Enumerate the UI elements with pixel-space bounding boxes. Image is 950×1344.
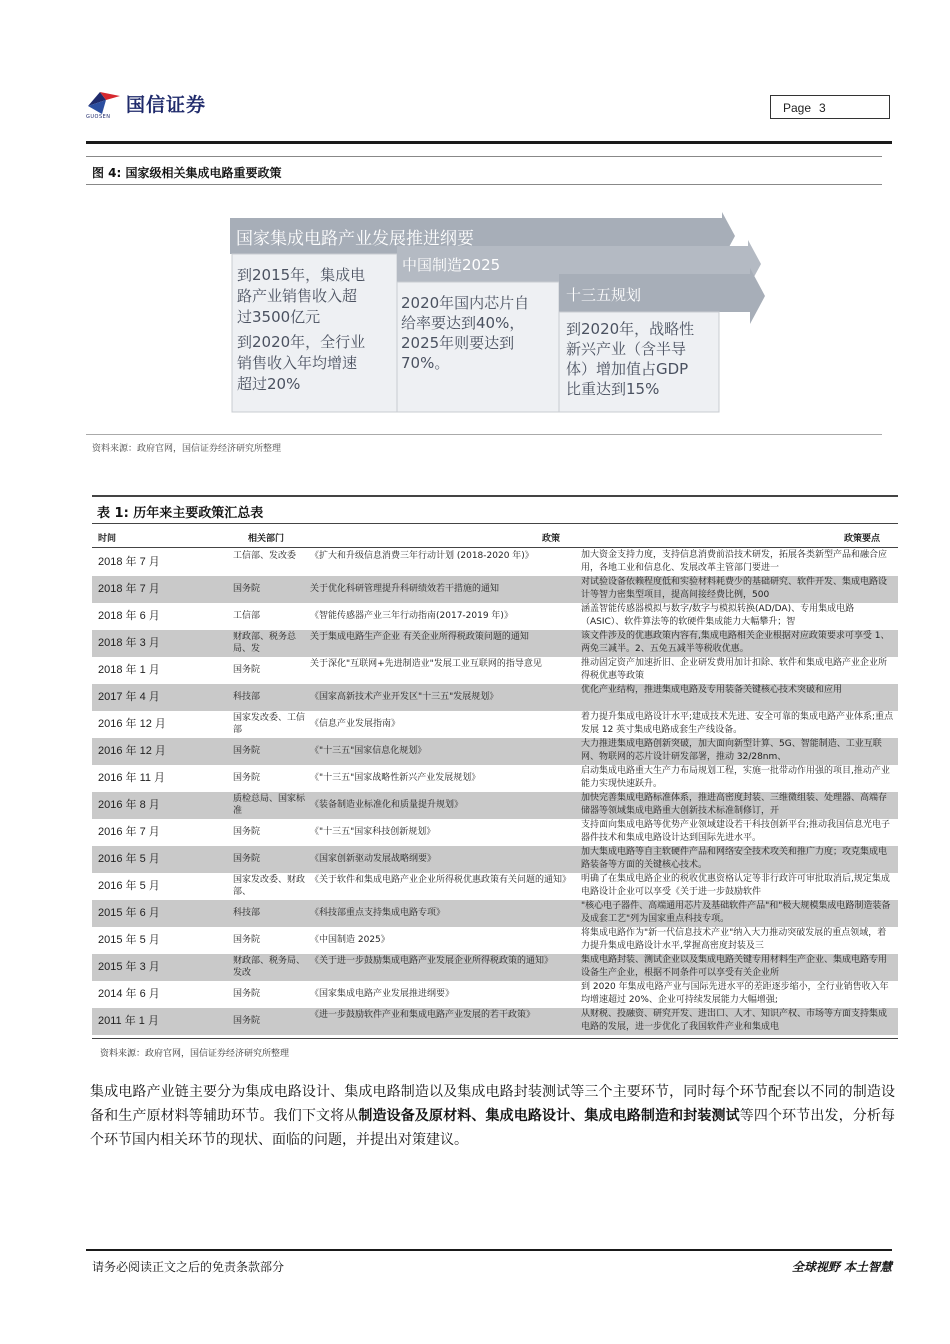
cell-key: 对试验设备依赖程度低和实验材料耗费少的基础研究、软件开发、集成电路设计等智力密集型项目，提高间接经费比例，500: [581, 577, 888, 600]
cell-dept: 国家发改委、工信部: [233, 713, 305, 735]
cell-date: 2016 年 5 月: [98, 853, 160, 865]
cell-date: 2018 年 3 月: [98, 637, 160, 649]
cell-dept: 工信部: [233, 611, 261, 621]
table-row: [92, 819, 898, 846]
header-key: 政策要点: [844, 534, 881, 544]
policy-arrow-diagram: [230, 212, 765, 417]
cell-dept: 财政部、税务局、发改: [233, 956, 305, 978]
cell-policy: 《"十三五"国家战略性新兴产业发展规划》: [310, 773, 481, 783]
cell-date: 2018 年 7 月: [98, 583, 160, 595]
cell-date: 2018 年 1 月: [98, 664, 160, 676]
table-row: [92, 738, 898, 765]
cell-dept: 财政部、税务总局、发: [233, 632, 297, 654]
cell-policy: 关于优化科研管理提升科研绩效若干措施的通知: [310, 584, 500, 594]
cell-date: 2016 年 8 月: [98, 799, 160, 811]
table-rule-top: [92, 495, 898, 497]
header-date: 时间: [98, 534, 117, 544]
cell-date: 2014 年 6 月: [98, 988, 160, 1000]
arrow-1-line-2: 路产业销售收入超: [237, 287, 358, 305]
cell-dept: 国务院: [233, 584, 261, 594]
cell-key: 到 2020 年集成电路产业与国际先进水平的差距逐步缩小，全行业销售收入年均增速超过 20%、企业可持续发展能力大幅增强;: [581, 982, 889, 1005]
cell-date: 2018 年 6 月: [98, 610, 160, 622]
cell-key: 推动固定资产加速折旧、企业研发费用加计扣除、软件和集成电路产业企业所得税优惠等政策: [581, 658, 888, 681]
cell-date: 2017 年 4 月: [98, 691, 160, 703]
cell-policy: 《装备制造业标准化和质量提升规划》: [310, 800, 464, 810]
arrow-2-line-1: 2020年国内芯片自: [401, 294, 530, 312]
cell-key: 将集成电路作为"新一代信息技术产业"纳入大力推动突破发展的重点领域，着力提升集成电路设计水平,掌握高密度封装及三: [581, 928, 887, 951]
cell-key: 大力推进集成电路创新突破，加大面向新型计算、5G、智能制造、工业互联网、物联网的芯片设计研发部署，推动 32/28nm、: [581, 739, 882, 762]
cell-policy: 《信息产业发展指南》: [310, 719, 401, 729]
cell-key: 该文件涉及的优惠政策内容有,集成电路相关企业根据对应政策要求可享受 1、两免三减半。2、五免五减半等税收优惠。: [581, 631, 890, 654]
figure-title: 图 4: 国家级相关集成电路重要政策: [92, 166, 282, 180]
arrow-1-line-5: 销售收入年均增速: [237, 354, 358, 372]
table-row: [92, 684, 898, 711]
cell-key: 涵盖智能传感器模拟与数字/数字与模拟转换(AD/DA)、专用集成电路（ASIC）、软件算法等的软硬件集成能力大幅攀升；智: [581, 604, 855, 627]
arrow-1-line-1: 到2015年，集成电: [237, 266, 366, 284]
table-row: [92, 630, 898, 657]
arrow-3-line-4: 比重达到15%: [566, 380, 660, 398]
cell-key: 着力提升集成电路设计水平;建成技术先进、安全可靠的集成电路产业体系;重点发展 12 英寸集成电路成套生产线设备。: [581, 712, 894, 735]
arrow-2-line-4: 70%。: [401, 354, 450, 372]
cell-dept: 质检总局、国家标准: [233, 794, 305, 816]
cell-policy: 《国家高新技术产业开发区"十三五"发展规划》: [310, 692, 499, 702]
logo-text: 国信证券: [126, 94, 207, 116]
cell-policy: 《扩大和升级信息消费三年行动计划 (2018-2020 年)》: [310, 551, 534, 561]
table-source: 资料来源：政府官网，国信证券经济研究所整理: [100, 1049, 290, 1059]
table-header: [92, 527, 898, 547]
cell-dept: 国务院: [233, 989, 261, 999]
cell-date: 2015 年 6 月: [98, 907, 160, 919]
table-row: [92, 900, 898, 927]
figure-rule-mid: [86, 184, 882, 185]
page-number-box: [770, 95, 890, 119]
arrow-3-heading: 十三五规划: [566, 286, 642, 304]
cell-dept: 国务院: [233, 935, 261, 945]
page-label: Page: [783, 101, 812, 115]
guosen-logo-icon: [86, 88, 122, 116]
page-number: 3: [819, 101, 826, 115]
cell-policy: 《国家创新驱动发展战略纲要》: [310, 854, 437, 864]
cell-dept: 国务院: [233, 665, 261, 675]
cell-key: "核心电子器件、高端通用芯片及基础软件产品"和"极大规模集成电路制造装备及成套工艺"列为国家重点科技专项。: [581, 901, 891, 924]
figure-source: 资料来源：政府官网，国信证券经济研究所整理: [92, 444, 282, 454]
arrow-2-line-3: 2025年则要达到: [401, 334, 515, 352]
cell-key: 优化产业结构，推进集成电路及专用装备关键核心技术突破和应用: [581, 685, 843, 695]
cell-policy: 《关于软件和集成电路产业企业所得税优惠政策有关问题的通知》: [310, 875, 572, 885]
cell-policy: 《中国制造 2025》: [310, 935, 390, 945]
footer-slogan: 全球视野 本土智慧: [791, 1260, 892, 1274]
cell-key: 加大资金支持力度，支持信息消费前沿技术研发，拓展各类新型产品和融合应用，各地工业和信息化、发展改革主管部门要进一: [581, 550, 888, 573]
cell-dept: 科技部: [233, 908, 261, 918]
table-body: [92, 549, 898, 1035]
table-row: [92, 846, 898, 873]
cell-policy: 《智能传感器产业三年行动指南(2017-2019 年)》: [310, 611, 513, 621]
table-row: [92, 657, 898, 684]
table-row: [92, 576, 898, 603]
cell-policy: 关于集成电路生产企业 有关企业所得税政策问题的通知: [310, 632, 529, 642]
table-row: [92, 603, 898, 630]
table-rule-header: [92, 547, 898, 548]
arrow-1-heading: 国家集成电路产业发展推进纲要: [236, 229, 474, 249]
footer-disclaimer: 请务必阅读正文之后的免责条款部分: [92, 1260, 285, 1274]
table-row: [92, 765, 898, 792]
paragraph-text-1: 集成电路产业链主要分为集成电路设计、集成电路制造以及集成电路封装测试等三个主要环节，同时每个环节配套以不同的制造设备和生产原材料等辅助环节。我们下文将从: [90, 1084, 895, 1124]
figure-rule-bottom: [86, 434, 882, 435]
company-logo: [86, 86, 226, 120]
arrow-2-heading: 中国制造2025: [402, 256, 501, 274]
cell-key: 集成电路封装、测试企业以及集成电路关键专用材料生产企业、集成电路专用设备生产企业，根据不同条件可以享受有关企业所: [581, 955, 888, 978]
cell-policy: 《进一步鼓励软件产业和集成电路产业发展的若干政策》: [310, 1010, 536, 1020]
arrow-1-line-3: 过3500亿元: [237, 308, 321, 326]
cell-policy: 《"十三五"国家科技创新规划》: [310, 827, 436, 837]
cell-dept: 科技部: [233, 692, 261, 702]
cell-policy: 《关于进一步鼓励集成电路产业发展企业所得税政策的通知》: [310, 956, 554, 966]
cell-date: 2018 年 7 月: [98, 556, 160, 568]
table-row: [92, 1008, 898, 1035]
cell-date: 2016 年 5 月: [98, 880, 160, 892]
cell-date: 2016 年 11 月: [98, 772, 166, 784]
cell-policy: 《"十三五"国家信息化规划》: [310, 746, 427, 756]
cell-date: 2016 年 12 月: [98, 745, 166, 757]
arrow-3-line-1: 到2020年，战略性: [566, 320, 695, 338]
table-row: [92, 954, 898, 981]
paragraph-bold-text: 制造设备及原材料、集成电路设计、集成电路制造和封装测试: [358, 1108, 740, 1124]
table-row: [92, 927, 898, 954]
cell-date: 2016 年 12 月: [98, 718, 166, 730]
table-row: [92, 549, 898, 576]
footer-rule: [86, 1249, 892, 1251]
table-rule-bottom: [92, 1038, 898, 1039]
arrow-3-line-3: 体）增加值占GDP: [566, 360, 689, 378]
body-paragraph: [90, 1080, 895, 1152]
cell-policy: 《科技部重点支持集成电路专项》: [310, 908, 446, 918]
table-row: [92, 792, 898, 819]
table-row: [92, 981, 898, 1008]
logo-subtext: GUOSEN: [86, 114, 111, 120]
cell-dept: 国家发改委、财政部、: [233, 875, 305, 897]
table-title: 表 1: 历年来主要政策汇总表: [97, 506, 264, 521]
cell-date: 2011 年 1 月: [98, 1015, 159, 1027]
arrow-1-line-4: 到2020年，全行业: [237, 333, 366, 351]
cell-key: 明确了在集成电路企业的税收优惠资格认定等非行政许可审批取消后,规定集成电路设计企业可以享受《关于进一步鼓励软件: [581, 874, 890, 897]
table-row: [92, 711, 898, 738]
arrow-1-line-6: 超过20%: [237, 375, 301, 393]
cell-dept: 工信部、发改委: [233, 551, 297, 561]
header-policy: 政策: [542, 534, 561, 544]
cell-key: 加大集成电路等自主软硬件产品和网络安全技术攻关和推广力度；攻克集成电路装备等方面的关键核心技术。: [581, 847, 888, 870]
cell-dept: 国务院: [233, 746, 261, 756]
cell-date: 2016 年 7 月: [98, 826, 160, 838]
cell-dept: 国务院: [233, 854, 261, 864]
cell-key: 加快完善集成电路标准体系，推进高密度封装、三维微组装、处理器、高端存储器等领域集成电路重大创新技术标准制修订，开: [581, 793, 888, 816]
cell-dept: 国务院: [233, 773, 261, 783]
paragraph-text-2: 等四个环节出发，分析每个环节国内相关环节的现状、面临的问题，并提出对策建议。: [90, 1108, 895, 1148]
cell-dept: 国务院: [233, 1016, 261, 1026]
figure-rule-top: [86, 156, 882, 157]
arrow-2-line-2: 给率要达到40%，: [401, 314, 525, 332]
cell-key: 从财税、投融资、研究开发、进出口、人才、知识产权、市场等方面支持集成电路的发展，进一步优化了我国软件产业和集成电: [581, 1009, 888, 1032]
cell-dept: 国务院: [233, 827, 261, 837]
arrow-3-line-2: 新兴产业（含半导: [566, 340, 687, 358]
header-rule: [86, 141, 892, 144]
table-rule-title: [92, 523, 898, 524]
cell-date: 2015 年 3 月: [98, 961, 160, 973]
cell-key: 启动集成电路重大生产力布局规划工程，实施一批带动作用强的项目,推动产业能力实现快速跃升。: [581, 766, 890, 789]
cell-key: 支持面向集成电路等优势产业领域建设若干科技创新平台;推动我国信息光电子器件技术和集成电路设计达到国际先进水平。: [581, 820, 891, 843]
header-dept: 相关部门: [248, 534, 285, 544]
cell-date: 2015 年 5 月: [98, 934, 160, 946]
table-row: [92, 873, 898, 900]
cell-policy: 关于深化"互联网+先进制造业"发展工业互联网的指导意见: [310, 659, 542, 669]
cell-policy: 《国家集成电路产业发展推进纲要》: [310, 989, 455, 999]
